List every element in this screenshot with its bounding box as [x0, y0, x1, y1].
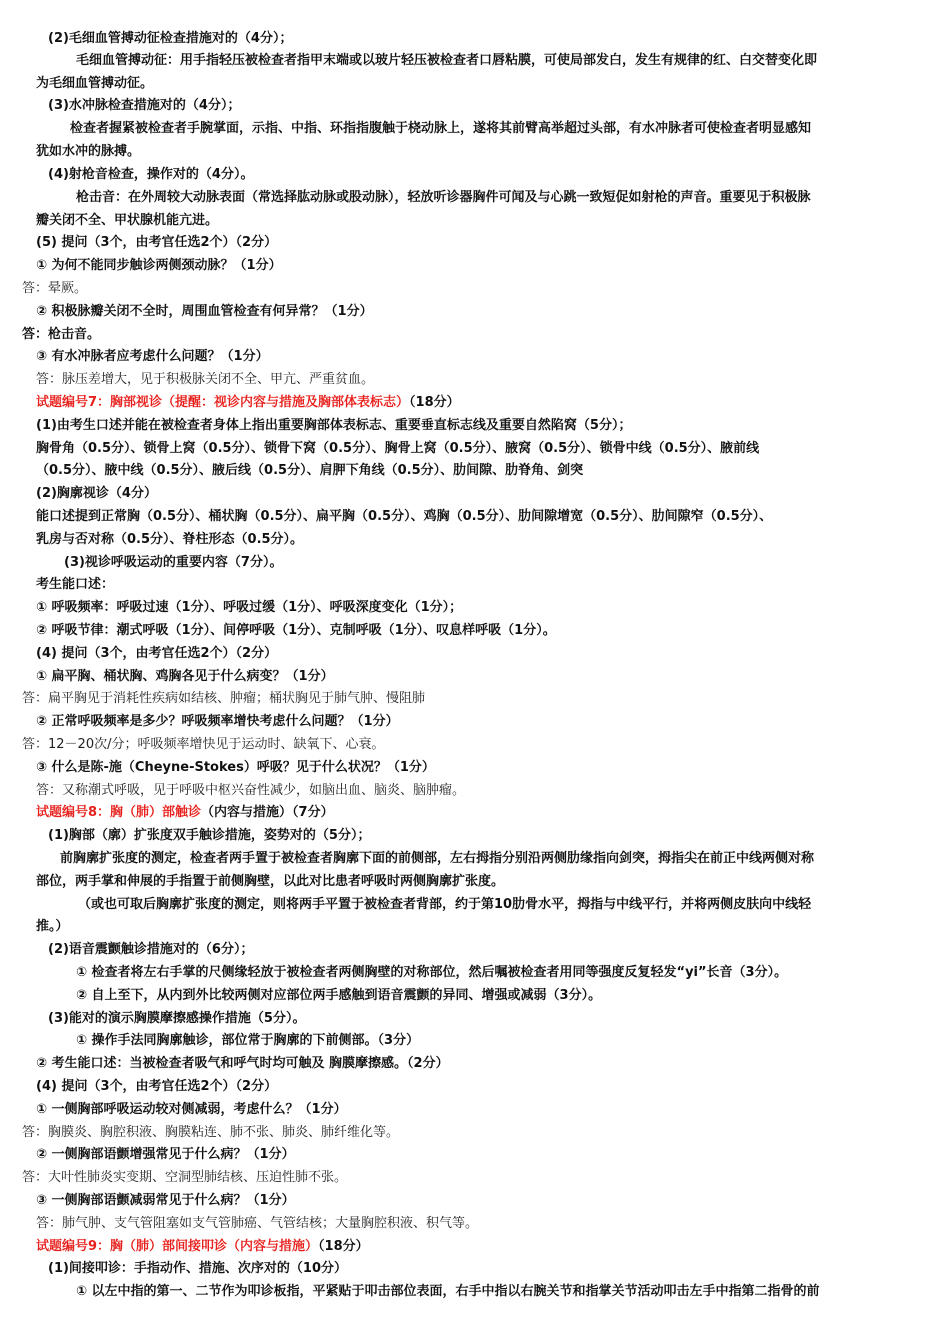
line-26: ① 呼吸频率：呼吸过速（1分）、呼吸过缓（1分）、呼吸深度变化（1分）；: [36, 600, 463, 615]
line-7: (4)射枪音检查，操作对的（4分）。: [48, 167, 254, 182]
line-49: 答：胸膜炎、胸腔积液、胸膜粘连、肺不张、肺炎、肺纤维化等。: [22, 1125, 400, 1140]
line-28: (4) 提问（3个，由考官任选2个）（2分）: [36, 646, 278, 661]
line-52: ③ 一侧胸部语颤减弱常见于什么病？（1分）: [36, 1193, 295, 1208]
line-25: 考生能口述：: [36, 577, 115, 592]
line-54: [36, 1238, 369, 1256]
line-14: 答：枪击音。: [22, 327, 101, 342]
line-51: 答：大叶性肺炎实变期、空洞型肺结核、压迫性肺不张。: [22, 1170, 348, 1185]
section-9-title: 试题编号9：胸（肺）部间接叩诊（内容与措施）: [36, 1239, 319, 1254]
line-21: (2)胸廓视诊（4分）: [36, 486, 157, 501]
line-41: (2)语音震颤触诊措施对的（6分）；: [48, 942, 254, 957]
line-13: ② 积极脉瓣关闭不全时，周围血管检查有何异常？（1分）: [36, 304, 373, 319]
line-38: 部位，两手掌和伸展的手指置于前侧胸壁，以此对比患者呼吸时两侧胸廓扩张度。: [36, 874, 505, 889]
line-55: (1)间接叩诊：手指动作、措施、次序对的（10分）: [48, 1261, 348, 1276]
line-22: 能口述提到正常胸（0.5分）、桶状胸（0.5分）、扁平胸（0.5分）、鸡胸（0.5分）、肋间隙增宽（0.5分）、肋间隙窄（0.5分）、: [36, 509, 773, 524]
section-7-title: 试题编号7：胸部视诊（提醒：视诊内容与措施及胸部体表标志）: [36, 395, 410, 410]
line-27: ② 呼吸节律：潮式呼吸（1分）、间停呼吸（1分）、克制呼吸（1分）、叹息样呼吸（1分）。: [36, 623, 556, 638]
section-9-score: （18分）: [318, 1239, 369, 1254]
line-24: (3)视诊呼吸运动的重要内容（7分）。: [64, 555, 283, 570]
section-8-score: （内容与措施）（7分）: [201, 805, 334, 820]
section-8-title: 试题编号8：胸（肺）部触诊: [36, 805, 202, 820]
line-40: 推。）: [36, 919, 69, 934]
line-44: (3)能对的演示胸膜摩擦感操作措施（5分）。: [48, 1011, 306, 1026]
line-20: （0.5分）、腋中线（0.5分）、腋后线（0.5分）、肩胛下角线（0.5分）、肋间隙、肋脊角、剑突: [36, 463, 584, 478]
line-2: 毛细血管搏动征：用手指轻压被检查者指甲末端或以玻片轻压被检查者口唇粘膜，可使局部发白，发生有规律的红、白交替变化即: [76, 53, 818, 68]
line-39: （或也可取后胸廓扩张度的测定，则将两手平置于被检查者背部，约于第10肋骨水平，拇指与中线平行，并将两侧皮肤向中线轻: [78, 897, 812, 912]
line-35: [36, 804, 334, 822]
line-33: ③ 什么是陈-施（Cheyne-Stokes）呼吸？见于什么状况？（1分）: [36, 760, 435, 775]
line-37: 前胸廓扩张度的测定，检查者两手置于被检查者胸廓下面的前侧部，左右拇指分别沿两侧肋缘指向剑突，拇指尖在前正中线两侧对称: [60, 851, 815, 866]
line-16: 答：脉压差增大，见于积极脉关闭不全、甲亢、严重贫血。: [36, 372, 375, 387]
line-36: (1)胸部（廓）扩张度双手触诊措施，姿势对的（5分）；: [48, 828, 371, 843]
line-47: (4) 提问（3个，由考官任选2个）（2分）: [36, 1079, 278, 1094]
line-56: ① 以左中指的第一、二节作为叩诊板指，平紧贴于叩击部位表面，右手中指以右腕关节和指掌关节活动叩击左手中指第二指骨的前: [76, 1284, 820, 1299]
line-8: 枪击音：在外周较大动脉表面（常选择肱动脉或股动脉），轻放听诊器胸件可闻及与心跳一致短促如射枪的声音。重要见于积极脉: [76, 190, 811, 205]
line-29: ① 扁平胸、桶状胸、鸡胸各见于什么病变？（1分）: [36, 669, 334, 684]
line-10: (5) 提问（3个，由考官任选2个）（2分）: [36, 235, 278, 250]
line-17: [36, 394, 460, 412]
line-43: ② 自上至下，从内到外比较两侧对应部位两手感触到语音震颤的异同、增强或减弱（3分）。: [76, 988, 602, 1003]
line-1: (2)毛细血管搏动征检查措施对的（4分）；: [48, 31, 293, 46]
line-32: 答：12－20次/分；呼吸频率增快见于运动时、缺氧下、心衰。: [22, 737, 385, 752]
line-23: 乳房与否对称（0.5分）、脊柱形态（0.5分）。: [36, 532, 304, 547]
line-46: ② 考生能口述：当被检查者吸气和呼气时均可触及 胸膜摩擦感。（2分）: [36, 1056, 449, 1071]
section-7-score: （18分）: [409, 395, 460, 410]
line-18: (1)由考生口述并能在被检查者身体上指出重要胸部体表标志、重要垂直标志线及重要自然陷窝（5分）；: [36, 418, 632, 433]
line-30: 答：扁平胸见于消耗性疾病如结核、肿瘤；桶状胸见于肺气肿、慢阻肺: [22, 691, 426, 706]
line-12: 答：晕厥。: [22, 281, 88, 296]
line-34: 答：又称潮式呼吸，见于呼吸中枢兴奋性减少，如脑出血、脑炎、脑肿瘤。: [36, 783, 466, 798]
line-9: 瓣关闭不全、甲状腺机能亢进。: [36, 213, 219, 228]
line-31: ② 正常呼吸频率是多少？呼吸频率增快考虑什么问题？（1分）: [36, 714, 399, 729]
line-53: 答：肺气肿、支气管阻塞如支气管肺癌、气管结核；大量胸腔积液、积气等。: [36, 1216, 479, 1231]
line-48: ① 一侧胸部呼吸运动较对侧减弱，考虑什么？（1分）: [36, 1102, 347, 1117]
line-42: ① 检查者将左右手掌的尺侧缘轻放于被检查者两侧胸壁的对称部位，然后嘱被检查者用同等强度反复轻发“yi”长音（3分）。: [76, 965, 788, 980]
line-6: 犹如水冲的脉搏。: [36, 144, 141, 159]
line-15: ③ 有水冲脉者应考虑什么问题？（1分）: [36, 349, 269, 364]
line-4: (3)水冲脉检查措施对的（4分）；: [48, 98, 241, 113]
line-5: 检查者握紧被检查者手腕掌面，示指、中指、环指指腹触于桡动脉上，遂将其前臂高举超过头部，有水冲脉者可使检查者明显感知: [70, 121, 812, 136]
line-11: ① 为何不能同步触诊两侧颈动脉？（1分）: [36, 258, 282, 273]
line-45: ① 操作手法同胸廓触诊，部位常于胸廓的下前侧部。（3分）: [76, 1033, 420, 1048]
line-19: 胸骨角（0.5分）、锁骨上窝（0.5分）、锁骨下窝（0.5分）、胸骨上窝（0.5分）、腋窝（0.5分）、锁骨中线（0.5分）、腋前线: [36, 441, 760, 456]
line-50: ② 一侧胸部语颤增强常见于什么病？（1分）: [36, 1147, 295, 1162]
line-3: 为毛细血管搏动征。: [36, 76, 154, 91]
